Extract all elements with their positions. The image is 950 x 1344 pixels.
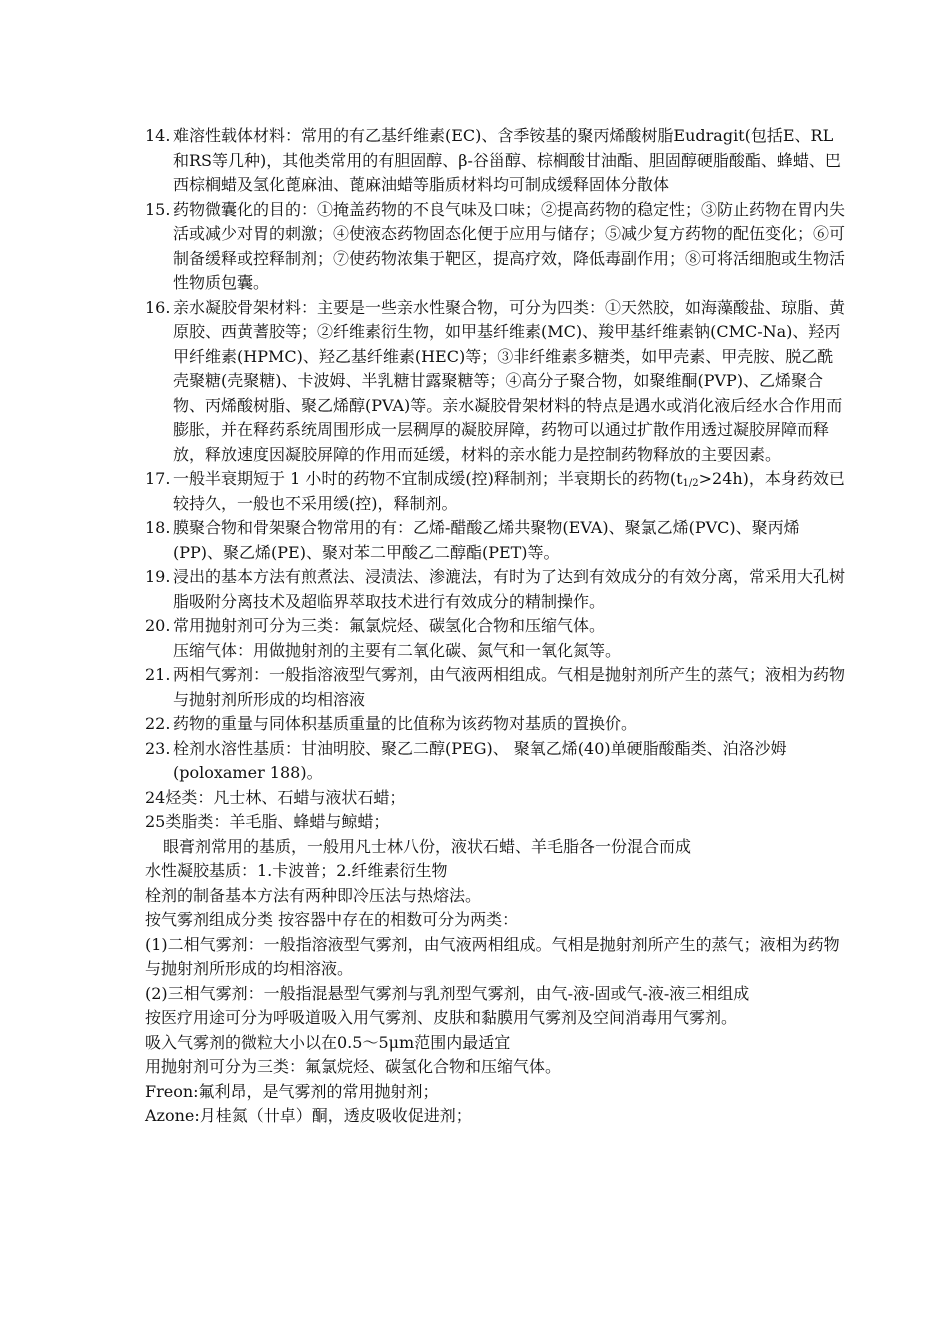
list-item-15 (145, 198, 845, 296)
item-text: 膜聚合物和骨架聚合物常用的有：乙烯-醋酸乙烯共聚物(EVA)、聚氯乙烯(PVC)、聚丙烯(PP)、聚乙烯(PE)、聚对苯二甲酸乙二醇酯(PET)等。 (173, 518, 800, 562)
item-text: 常用抛射剂可分为三类：氟氯烷烃、碳氢化合物和压缩气体。 (173, 616, 606, 635)
half-life-subscript: 1/2 (682, 478, 699, 489)
propellant-line: 用抛射剂可分为三类：氟氯烷烃、碳氢化合物和压缩气体。 (145, 1057, 562, 1076)
item-20-subtext: 压缩气体：用做抛射剂的主要有二氧化碳、氮气和一氧化氮等。 (173, 640, 622, 660)
item-text: 栓剂水溶性基质：甘油明胶、聚乙二醇(PEG)、 聚氧乙烯(40)单硬脂酸酯类、泊洛沙姆(poloxamer 188)。 (173, 738, 787, 782)
gel-base-line: 水性凝胶基质：1.卡波普；2.纤维素衍生物 (145, 861, 448, 880)
item-text: 两相气雾剂：一般指溶液型气雾剂，由气液两相组成。气相是抛射剂所产生的蒸气；液相为药物与抛射剂所形成的均相溶液 (173, 665, 846, 709)
line-25: 25类脂类：羊毛脂、蜂蜡与鲸蜡； (145, 812, 390, 831)
list-item-14 (145, 124, 845, 198)
item-text-a: 一般半衰期短于 1 小时的药物不宜制成缓(控)释制剂；半衰期长的药物(t (173, 469, 683, 488)
item-number: 20. (145, 616, 171, 635)
item-number: 21. (145, 665, 171, 684)
list-item-22 (145, 712, 845, 737)
list-item-23 (145, 737, 845, 786)
item-text: 亲水凝胶骨架材料：主要是一些亲水性聚合物，可分为四类：①天然胶，如海藻酸盐、琼脂、黄原胶、西黄蓍胶等；②纤维素衍生物，如甲基纤维素(MC)、羧甲基纤维素钠(CMC-Na)、羟丙甲纤维素(HPMC)、羟乙基纤维素(HEC)等；③非纤维素多糖类，如甲壳素、甲壳胺、脱乙酰壳聚糖(壳聚糖)、卡波姆、半乳糖甘露聚糖等；④高分子聚合物，如聚维酮(PVP)、乙烯聚合物、丙烯酸树脂、聚乙烯醇(PVA)等。亲水凝胶骨架材料的特点是遇水或消化液后经水合作用而膨胀，并在释药系统周围形成一层稠厚的凝胶屏障，药物可以通过扩散作用透过凝胶屏障而释放，释放速度因凝胶屏障的作用而延缓，材料的亲水能力是控制药物释放的主要因素。 (173, 297, 846, 464)
item-text: 难溶性载体材料：常用的有乙基纤维素(EC)、含季铵基的聚丙烯酸树脂Eudragit(包括E、RL和RS等几种)，其他类常用的有胆固醇、β-谷甾醇、棕榈酸甘油酯、胆固醇硬脂酸酯、蜂蜡、巴西棕榈蜡及氢化蓖麻油、蓖麻油蜡等脂质材料均可制成缓释固体分散体 (173, 126, 841, 194)
item-text: 药物微囊化的目的：①掩盖药物的不良气味及口味；②提高药物的稳定性；③防止药物在胃内失活或减少对胃的刺激；④使液态药物固态化便于应用与储存；⑤减少复方药物的配伍变化；⑥可制备缓释或控释制剂；⑦使药物浓集于靶区，提高疗效，降低毒副作用；⑧可将活细胞或生物活性物质包囊。 (173, 199, 846, 292)
item-number: 16. (145, 297, 171, 317)
eye-ointment-line: 眼膏剂常用的基质，一般用凡士林八份，液状石蜡、羊毛脂各一份混合而成 (163, 836, 692, 856)
suppository-method-line: 栓剂的制备基本方法有两种即冷压法与热熔法。 (145, 885, 482, 905)
two-phase-aerosol-line: (1)二相气雾剂：一般指溶液型气雾剂，由气液两相组成。气相是抛射剂所产生的蒸气；液相为药物与抛射剂所形成的均相溶液。 (145, 934, 840, 978)
particle-size-line: 吸入气雾剂的微粒大小以在0.5～5μm范围内最适宜 (145, 1032, 511, 1052)
three-phase-aerosol-line: (2)三相气雾剂：一般指混悬型气雾剂与乳剂型气雾剂，由气-液-固或气-液-液三相组成 (145, 983, 750, 1003)
document-body (145, 124, 845, 1129)
item-number: 18. (145, 518, 171, 537)
item-text: 药物的重量与同体积基质重量的比值称为该药物对基质的置换价。 (173, 714, 638, 733)
item-number: 15. (145, 199, 171, 219)
item-text: 浸出的基本方法有煎煮法、浸渍法、渗漉法，有时为了达到有效成分的有效分离，常采用大孔树脂吸附分离技术及超临界萃取技术进行有效成分的精制操作。 (173, 567, 846, 611)
item-number: 23. (145, 738, 171, 758)
item-number: 19. (145, 567, 171, 586)
aerosol-class-line: 按气雾剂组成分类 按容器中存在的相数可分为两类： (145, 910, 519, 929)
list-item-17 (145, 467, 845, 516)
item-number: 14. (145, 126, 171, 145)
freon-line: Freon:氟利昂，是气雾剂的常用抛射剂； (145, 1081, 439, 1101)
list-item-16 (145, 296, 845, 468)
azone-line: Azone:月桂氮（卄卓）酮，透皮吸收促进剂； (145, 1106, 472, 1125)
list-item-18 (145, 516, 845, 565)
item-text-b: >24h)，本身药效已较持久，一般也不采用缓(控)，释制剂。 (173, 469, 845, 513)
list-item-21 (145, 663, 845, 712)
item-number: 22. (145, 714, 171, 733)
list-item-20 (145, 614, 845, 639)
medical-use-line: 按医疗用途可分为呼吸道吸入用气雾剂、皮肤和黏膜用气雾剂及空间消毒用气雾剂。 (145, 1008, 738, 1027)
item-number: 17. (145, 469, 171, 488)
line-24: 24烃类：凡士林、石蜡与液状石蜡； (145, 787, 406, 807)
list-item-19 (145, 565, 845, 614)
